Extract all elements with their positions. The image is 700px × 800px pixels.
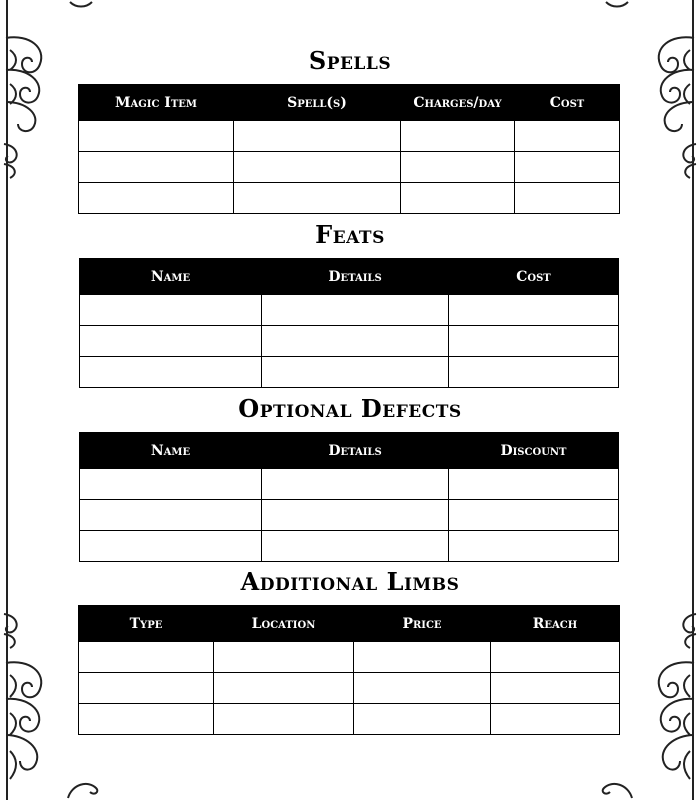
acanthus-scroll-icon <box>676 140 700 180</box>
optional-defects-table <box>79 432 619 562</box>
table-cell[interactable] <box>449 469 619 500</box>
table-cell[interactable] <box>79 673 214 704</box>
table-header-row <box>80 259 619 295</box>
column-header: Details <box>262 259 449 295</box>
table-cell[interactable] <box>449 531 619 562</box>
additional-limbs-table <box>78 605 620 735</box>
table-row <box>79 704 620 735</box>
table-cell[interactable] <box>491 704 620 735</box>
column-header: Name <box>80 259 262 295</box>
table-header-row <box>80 433 619 469</box>
table-cell[interactable] <box>262 500 449 531</box>
additional-limbs-title: Additional Limbs <box>240 567 460 596</box>
table-cell[interactable] <box>449 326 619 357</box>
table-cell[interactable] <box>214 673 354 704</box>
column-header: Cost <box>449 259 619 295</box>
table-cell[interactable] <box>354 704 491 735</box>
optional-defects-title: Optional Defects <box>238 394 462 423</box>
column-header: Cost <box>515 85 620 121</box>
table-cell[interactable] <box>80 500 262 531</box>
table-cell[interactable] <box>262 531 449 562</box>
table-cell[interactable] <box>234 152 401 183</box>
table-cell[interactable] <box>515 121 620 152</box>
table-row <box>80 295 619 326</box>
table-cell[interactable] <box>354 642 491 673</box>
column-header: Type <box>79 606 214 642</box>
table-row <box>80 531 619 562</box>
acanthus-scroll-icon <box>602 0 630 10</box>
table-cell[interactable] <box>401 183 515 214</box>
table-cell[interactable] <box>262 295 449 326</box>
table-cell[interactable] <box>79 642 214 673</box>
table-cell[interactable] <box>401 152 515 183</box>
table-row <box>79 183 620 214</box>
table-cell[interactable] <box>80 326 262 357</box>
table-cell[interactable] <box>80 357 262 388</box>
table-cell[interactable] <box>79 183 234 214</box>
table-cell[interactable] <box>234 121 401 152</box>
table-cell[interactable] <box>79 121 234 152</box>
column-header: Price <box>354 606 491 642</box>
column-header: Discount <box>449 433 619 469</box>
column-header: Name <box>80 433 262 469</box>
table-cell[interactable] <box>449 357 619 388</box>
table-cell[interactable] <box>234 183 401 214</box>
table-row <box>79 152 620 183</box>
feats-table <box>79 258 619 388</box>
acanthus-scroll-icon <box>0 610 24 650</box>
table-row <box>79 642 620 673</box>
acanthus-scroll-icon <box>0 140 24 180</box>
table-cell[interactable] <box>214 704 354 735</box>
column-header: Reach <box>491 606 620 642</box>
acanthus-scroll-icon <box>598 778 634 800</box>
acanthus-scroll-icon <box>648 655 700 795</box>
column-header: Charges/day <box>401 85 515 121</box>
column-header: Location <box>214 606 354 642</box>
acanthus-scroll-icon <box>0 655 52 795</box>
table-cell[interactable] <box>80 469 262 500</box>
column-header: Magic Item <box>79 85 234 121</box>
spells-title: Spells <box>308 46 392 75</box>
table-cell[interactable] <box>491 642 620 673</box>
table-cell[interactable] <box>449 500 619 531</box>
table-cell[interactable] <box>449 295 619 326</box>
table-row <box>80 357 619 388</box>
acanthus-scroll-icon <box>676 610 700 650</box>
column-header: Details <box>262 433 449 469</box>
table-row <box>79 121 620 152</box>
table-cell[interactable] <box>80 295 262 326</box>
table-cell[interactable] <box>515 152 620 183</box>
table-row <box>80 469 619 500</box>
spells-table <box>78 84 620 214</box>
column-header: Spell(s) <box>234 85 401 121</box>
feats-title: Feats <box>315 220 385 249</box>
table-cell[interactable] <box>79 152 234 183</box>
table-cell[interactable] <box>401 121 515 152</box>
table-cell[interactable] <box>491 673 620 704</box>
table-row <box>80 326 619 357</box>
table-row <box>79 673 620 704</box>
table-cell[interactable] <box>262 469 449 500</box>
table-cell[interactable] <box>214 642 354 673</box>
table-header-row <box>79 606 620 642</box>
table-cell[interactable] <box>79 704 214 735</box>
table-header-row <box>79 85 620 121</box>
table-cell[interactable] <box>515 183 620 214</box>
table-row <box>80 500 619 531</box>
acanthus-scroll-icon <box>68 0 96 10</box>
acanthus-scroll-icon <box>66 778 102 800</box>
table-cell[interactable] <box>354 673 491 704</box>
table-cell[interactable] <box>262 326 449 357</box>
table-cell[interactable] <box>262 357 449 388</box>
table-cell[interactable] <box>80 531 262 562</box>
